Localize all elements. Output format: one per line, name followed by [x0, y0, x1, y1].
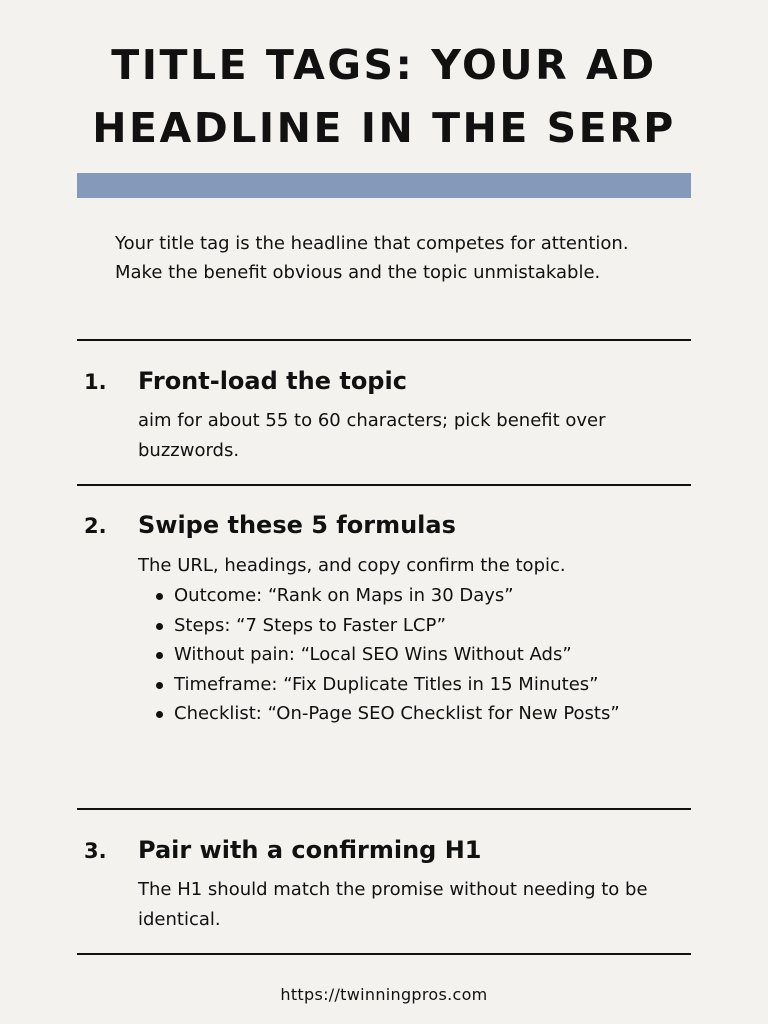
formula-list — [138, 581, 658, 729]
step-number: 1. — [84, 370, 107, 394]
list-item — [138, 670, 658, 700]
list-item-text: Steps: “7 Steps to Faster LCP” — [174, 614, 446, 636]
step-body: aim for about 55 to 60 characters; pick benefit over buzzwords. — [138, 410, 606, 461]
list-item-text: Checklist: “On-Page SEO Checklist for New Posts” — [174, 703, 620, 724]
bullet-icon — [156, 623, 163, 630]
divider — [77, 953, 691, 955]
list-item-text: Outcome: “Rank on Maps in 30 Days” — [174, 585, 514, 606]
bullet-icon — [156, 711, 163, 718]
step-number: 3. — [84, 839, 107, 863]
bullet-icon — [156, 652, 163, 659]
intro-paragraph: Your title tag is the headline that competes for attention. Make the benefit obvious and the topic unmistakable. — [115, 233, 629, 283]
footer-url: https://twinningpros.com — [280, 985, 488, 1004]
list-item-text: Timeframe: “Fix Duplicate Titles in 15 Minutes” — [174, 673, 599, 695]
page-title: TITLE TAGS: YOUR AD HEADLINE IN THE SERP — [92, 41, 676, 152]
step-title: Swipe these 5 formulas — [138, 511, 456, 539]
list-item — [138, 699, 658, 729]
step-number: 2. — [84, 514, 107, 538]
step-body: The URL, headings, and copy confirm the topic. — [138, 555, 566, 576]
divider — [77, 484, 691, 486]
step-title: Pair with a confirming H1 — [138, 836, 482, 864]
list-item — [138, 581, 658, 611]
step-title: Front-load the topic — [138, 367, 407, 395]
bullet-icon — [156, 593, 163, 600]
step-body: The H1 should match the promise without needing to be identical. — [138, 879, 648, 930]
list-item — [138, 611, 658, 641]
list-item — [138, 640, 658, 670]
accent-bar — [77, 173, 691, 198]
divider — [77, 808, 691, 810]
divider — [77, 339, 691, 341]
list-item-text: Without pain: “Local SEO Wins Without Ads” — [174, 644, 572, 665]
bullet-icon — [156, 682, 163, 689]
